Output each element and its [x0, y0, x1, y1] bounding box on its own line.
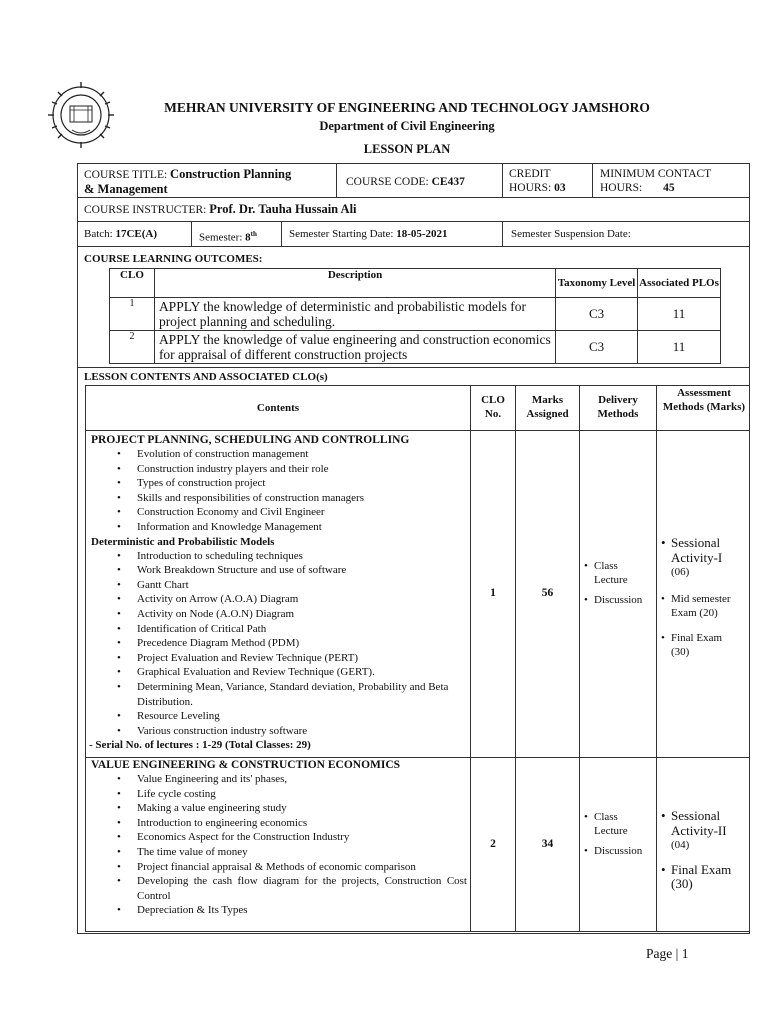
list-item: • Depreciation & Its Types [91, 903, 467, 918]
assessment-marks: (30) [671, 876, 693, 891]
list-item: • Evolution of construction management [91, 447, 467, 462]
credit-hours-label-1: CREDIT [509, 168, 551, 180]
lesson-block-1 [91, 433, 467, 752]
start-date-label: Semester Starting Date: [289, 228, 394, 240]
list-item: • Value Engineering and its' phases, [91, 772, 467, 787]
list-item: • Making a value engineering study [91, 801, 467, 816]
list-item: • Introduction to scheduling techniques [91, 549, 467, 564]
list-item: • The time value of money [91, 845, 467, 860]
clo-header-plos: Associated PLOs [638, 269, 721, 298]
contact-hours-label-1: MINIMUM CONTACT [600, 168, 712, 180]
block-1-subtitle: Deterministic and Probabilistic Models [91, 535, 275, 548]
list-item: • Determining Mean, Variance, Standard deviation, Probability and Beta Distribution. [91, 680, 467, 709]
lesson-header-delivery: Delivery Methods [597, 394, 639, 420]
clo-row-no: 1 [110, 298, 155, 331]
contact-hours-value: 45 [663, 182, 675, 194]
lesson-header-assessment: Assessment Methods (Marks) [662, 387, 746, 413]
list-item: • Life cycle costing [91, 787, 467, 802]
clo-row [110, 298, 721, 331]
block-1-list-a [91, 447, 467, 535]
block-1-list-b [91, 549, 467, 739]
block-1-clo-no: 1 [490, 587, 496, 599]
contact-hours-label-2: HOURS: [600, 182, 643, 194]
list-item: • Project Evaluation and Review Technique (PERT) [91, 651, 467, 666]
clo-section-title: COURSE LEARNING OUTCOMES: [84, 253, 263, 265]
assessment-marks: (04) [671, 839, 690, 851]
list-item: • Work Breakdown Structure and use of software [91, 563, 467, 578]
delivery-item: • Discussion [584, 844, 654, 858]
clo-table [109, 268, 721, 364]
clo-row-taxonomy: C3 [556, 331, 638, 364]
list-item: • Various construction industry software [91, 724, 467, 739]
list-item: • Activity on Arrow (A.O.A) Diagram [91, 592, 467, 607]
lesson-header-contents: Contents [256, 402, 300, 414]
block-2-list [91, 772, 467, 918]
list-item: • Economics Aspect for the Construction Industry [91, 830, 467, 845]
list-item: • Types of construction project [91, 476, 467, 491]
list-item: • Activity on Node (A.O.N) Diagram [91, 607, 467, 622]
list-item: • Resource Leveling [91, 709, 467, 724]
list-item: • Information and Knowledge Management [91, 520, 467, 535]
semester-suffix: th [250, 230, 257, 238]
list-item: • Identification of Critical Path [91, 622, 467, 637]
block-1-title: PROJECT PLANNING, SCHEDULING AND CONTROLLING [91, 434, 410, 446]
clo-row-no: 2 [110, 331, 155, 364]
course-code-value: CE437 [431, 176, 465, 188]
block-1-marks: 56 [541, 587, 554, 599]
block-1-assessment [661, 535, 747, 659]
block-2-clo-no: 2 [490, 838, 496, 850]
course-title-value-1: Construction Planning [170, 167, 292, 181]
delivery-item: • Discussion [584, 593, 654, 607]
block-1-footer: - Serial No. of lectures : 1-29 (Total Classes: 29) [89, 739, 311, 752]
lesson-block-2 [91, 758, 467, 918]
list-item: • Construction Economy and Civil Engineer [91, 505, 467, 520]
semester-label: Semester: [199, 231, 243, 244]
course-title-value-2: & Management [84, 182, 168, 196]
semester-value: 8 [245, 231, 251, 244]
clo-row-plos: 11 [638, 298, 721, 331]
instructor-label: COURSE INSTRUCTER: [84, 204, 207, 216]
lesson-header-marks: Marks Assigned [526, 394, 569, 420]
block-2-marks: 34 [541, 838, 554, 850]
course-title-label: COURSE TITLE: [84, 169, 168, 181]
clo-header-no: CLO [110, 269, 155, 298]
page-number: Page | 1 [646, 946, 689, 961]
list-item: • Project financial appraisal & Methods of economic comparison [91, 860, 467, 875]
assessment-item: • Sessional Activity-II [661, 808, 741, 838]
block-2-title: VALUE ENGINEERING & CONSTRUCTION ECONOMICS [91, 759, 401, 771]
block-2-delivery [584, 810, 654, 858]
delivery-item: • Class Lecture [584, 810, 640, 838]
clo-row-description: APPLY the knowledge of deterministic and probabilistic models for project planning and scheduling. [154, 298, 555, 331]
department-name: Department of Civil Engineering [319, 119, 495, 133]
assessment-item: • Final Exam (30) [661, 631, 733, 659]
lesson-section-title: LESSON CONTENTS AND ASSOCIATED CLO(s) [84, 371, 328, 383]
list-item: • Developing the cash flow diagram for the projects, Construction Cost Control [91, 874, 467, 903]
list-item: • Precedence Diagram Method (PDM) [91, 636, 467, 651]
list-item: • Graphical Evaluation and Review Technique (GERT). [91, 665, 467, 680]
suspension-date-label: Semester Suspension Date: [511, 228, 631, 240]
list-item: • Introduction to engineering economics [91, 816, 467, 831]
assessment-item: • Final Exam [661, 862, 747, 877]
clo-row-plos: 11 [638, 331, 721, 364]
clo-row-taxonomy: C3 [556, 298, 638, 331]
block-1-delivery [584, 559, 654, 607]
document-title: LESSON PLAN [363, 142, 451, 156]
block-2-assessment [661, 808, 747, 891]
list-item: • Skills and responsibilities of construction managers [91, 491, 467, 506]
credit-hours-value: 03 [554, 182, 566, 194]
lesson-header-clo: CLO No. [481, 394, 505, 420]
clo-row-description: APPLY the knowledge of value engineering and construction economics for appraisal of different construction projects [154, 331, 555, 364]
credit-hours-label-2: HOURS: [509, 182, 552, 194]
clo-row [110, 331, 721, 364]
university-name: MEHRAN UNIVERSITY OF ENGINEERING AND TECHNOLOGY JAMSHORO [164, 100, 650, 115]
delivery-item: • Class Lecture [584, 559, 640, 587]
course-code-label: COURSE CODE: [346, 176, 429, 188]
list-item: • Construction industry players and their role [91, 462, 467, 477]
clo-table-header [110, 269, 721, 298]
clo-header-taxonomy: Taxonomy Level [556, 269, 638, 298]
list-item: • Gantt Chart [91, 578, 467, 593]
batch-label: Batch: [84, 228, 113, 240]
assessment-item: • Sessional Activity-I [661, 535, 741, 565]
assessment-marks: (06) [671, 566, 690, 578]
instructor-value: Prof. Dr. Tauha Hussain Ali [209, 202, 357, 216]
start-date-value: 18-05-2021 [396, 228, 448, 240]
clo-header-description: Description [154, 269, 555, 298]
assessment-item: • Mid semester Exam (20) [661, 592, 747, 620]
batch-value: 17CE(A) [115, 228, 158, 240]
